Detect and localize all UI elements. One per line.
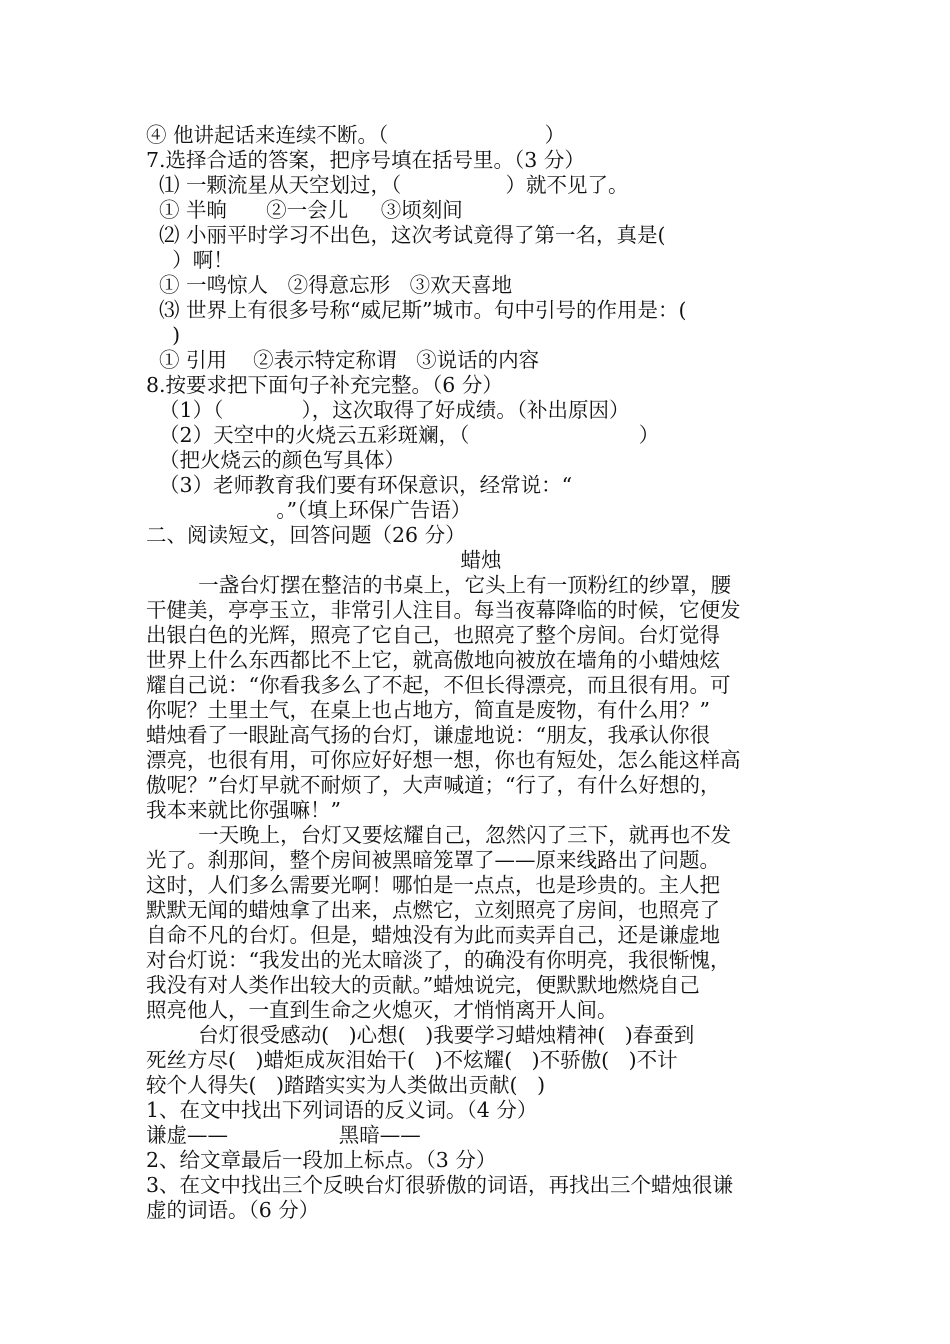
- question-7-sub-2-options: ① 一鸣惊人 ②得意忘形 ③欢天喜地: [146, 273, 513, 297]
- question-8-sub-3: （3）老师教育我们要有环保意识，经常说：“: [146, 473, 573, 497]
- passage-para-1-line-3: 出银白色的光辉，照亮了它自己，也照亮了整个房间。台灯觉得: [146, 623, 720, 647]
- passage-para-1-line-8: 漂亮，也很有用，可你应好好想一想，你也有短处，怎么能这样高: [146, 748, 741, 772]
- passage-para-2-line-7: 我没有对人类作出较大的贡献。”蜡烛说完，便默默地燃烧自己: [146, 973, 700, 997]
- question-6-item-4: ④ 他讲起话来连续不断。（ ）: [146, 123, 566, 147]
- passage-para-1-line-6: 你呢？土里土气，在桌上也占地方，简直是废物，有什么用？”: [146, 698, 710, 722]
- passage-para-2-line-4: 默默无闻的蜡烛拿了出来，点燃它，立刻照亮了房间，也照亮了: [146, 898, 720, 922]
- question-7-sub-3: ⑶ 世界上有很多号称“威尼斯”城市。句中引号的作用是：(: [146, 298, 687, 322]
- passage-para-2-line-8: 照亮他人，一直到生命之火熄灭，才悄悄离开人间。: [146, 998, 618, 1022]
- passage-para-1-line-4: 世界上什么东西都比不上它，就高傲地向被放在墙角的小蜡烛炫: [146, 648, 720, 672]
- question-8-sub-2-hint: （把火烧云的颜色写具体）: [146, 448, 406, 472]
- reading-question-1-blanks: 谦虚—— 黑暗——: [146, 1123, 421, 1147]
- question-7-sub-3-cont: ): [146, 323, 181, 347]
- passage-para-2-line-1: 一天晚上，台灯又要炫耀自己，忽然闪了三下，就再也不发: [146, 823, 732, 847]
- question-7-sub-3-options: ① 引用 ②表示特定称谓 ③说话的内容: [146, 348, 540, 372]
- question-8-heading: 8.按要求把下面句子补充完整。（6 分）: [146, 373, 503, 397]
- passage-para-1-line-7: 蜡烛看了一眼趾高气扬的台灯，谦虚地说：“朋友，我承认你很: [146, 723, 710, 747]
- question-8-sub-1: （1）（ ），这次取得了好成绩。（补出原因）: [146, 398, 630, 422]
- question-7-heading: 7.选择合适的答案，把序号填在括号里。（3 分）: [146, 148, 585, 172]
- passage-para-1-line-10: 我本来就比你强嘛！”: [146, 798, 341, 822]
- passage-para-2-line-2: 光了。刹那间，整个房间被黑暗笼罩了——原来线路出了问题。: [146, 848, 720, 872]
- reading-question-3-cont: 虚的词语。（6 分）: [146, 1198, 320, 1222]
- question-8-sub-2: （2）天空中的火烧云五彩斑斓，（ ）: [146, 423, 660, 447]
- passage-para-1-line-2: 干健美，亭亭玉立，非常引人注目。每当夜幕降临的时候，它便发: [146, 598, 741, 622]
- section-2-heading: 二、阅读短文，回答问题（26 分）: [146, 523, 466, 547]
- reading-question-3: 3、在文中找出三个反映台灯很骄傲的词语，再找出三个蜡烛很谦: [146, 1173, 734, 1197]
- passage-para-3-line-3: 较个人得失( )踏踏实实为人类做出贡献( ): [146, 1073, 546, 1097]
- question-7-sub-2: ⑵ 小丽平时学习不出色，这次考试竟得了第一名，真是(: [146, 223, 666, 247]
- reading-question-1: 1、在文中找出下列词语的反义词。（4 分）: [146, 1098, 538, 1122]
- passage-para-1-line-1: 一盏台灯摆在整洁的书桌上，它头上有一顶粉红的纱罩，腰: [146, 573, 732, 597]
- passage-para-2-line-3: 这时，人们多么需要光啊！哪怕是一点点，也是珍贵的。主人把: [146, 873, 720, 897]
- passage-title: 蜡烛: [460, 548, 502, 572]
- passage-para-2-line-6: 对台灯说：“我发出的光太暗淡了，的确没有你明亮，我很惭愧，: [146, 948, 731, 972]
- question-8-sub-3-cont: 。”（填上环保广告语）: [146, 498, 472, 522]
- passage-para-3-line-1: 台灯很受感动( )心想( )我要学习蜡烛精神( )春蚕到: [146, 1023, 695, 1047]
- passage-para-1-line-9: 傲呢？”台灯早就不耐烦了，大声喊道；“行了，有什么好想的，: [146, 773, 721, 797]
- question-7-sub-2-cont: ）啊！: [146, 248, 234, 272]
- passage-para-1-line-5: 耀自己说：“你看我多么了不起，不但长得漂亮，而且很有用。可: [146, 673, 731, 697]
- reading-question-2: 2、给文章最后一段加上标点。（3 分）: [146, 1148, 497, 1172]
- passage-para-3-line-2: 死丝方尽( )蜡炬成灰泪始干( )不炫耀( )不骄傲( )不计: [146, 1048, 678, 1072]
- question-7-sub-1-options: ① 半晌 ②一会儿 ③顷刻间: [146, 198, 463, 222]
- question-7-sub-1: ⑴ 一颗流星从天空划过，（ ）就不见了。: [146, 173, 629, 197]
- passage-para-2-line-5: 自命不凡的台灯。但是，蜡烛没有为此而卖弄自己，还是谦虚地: [146, 923, 720, 947]
